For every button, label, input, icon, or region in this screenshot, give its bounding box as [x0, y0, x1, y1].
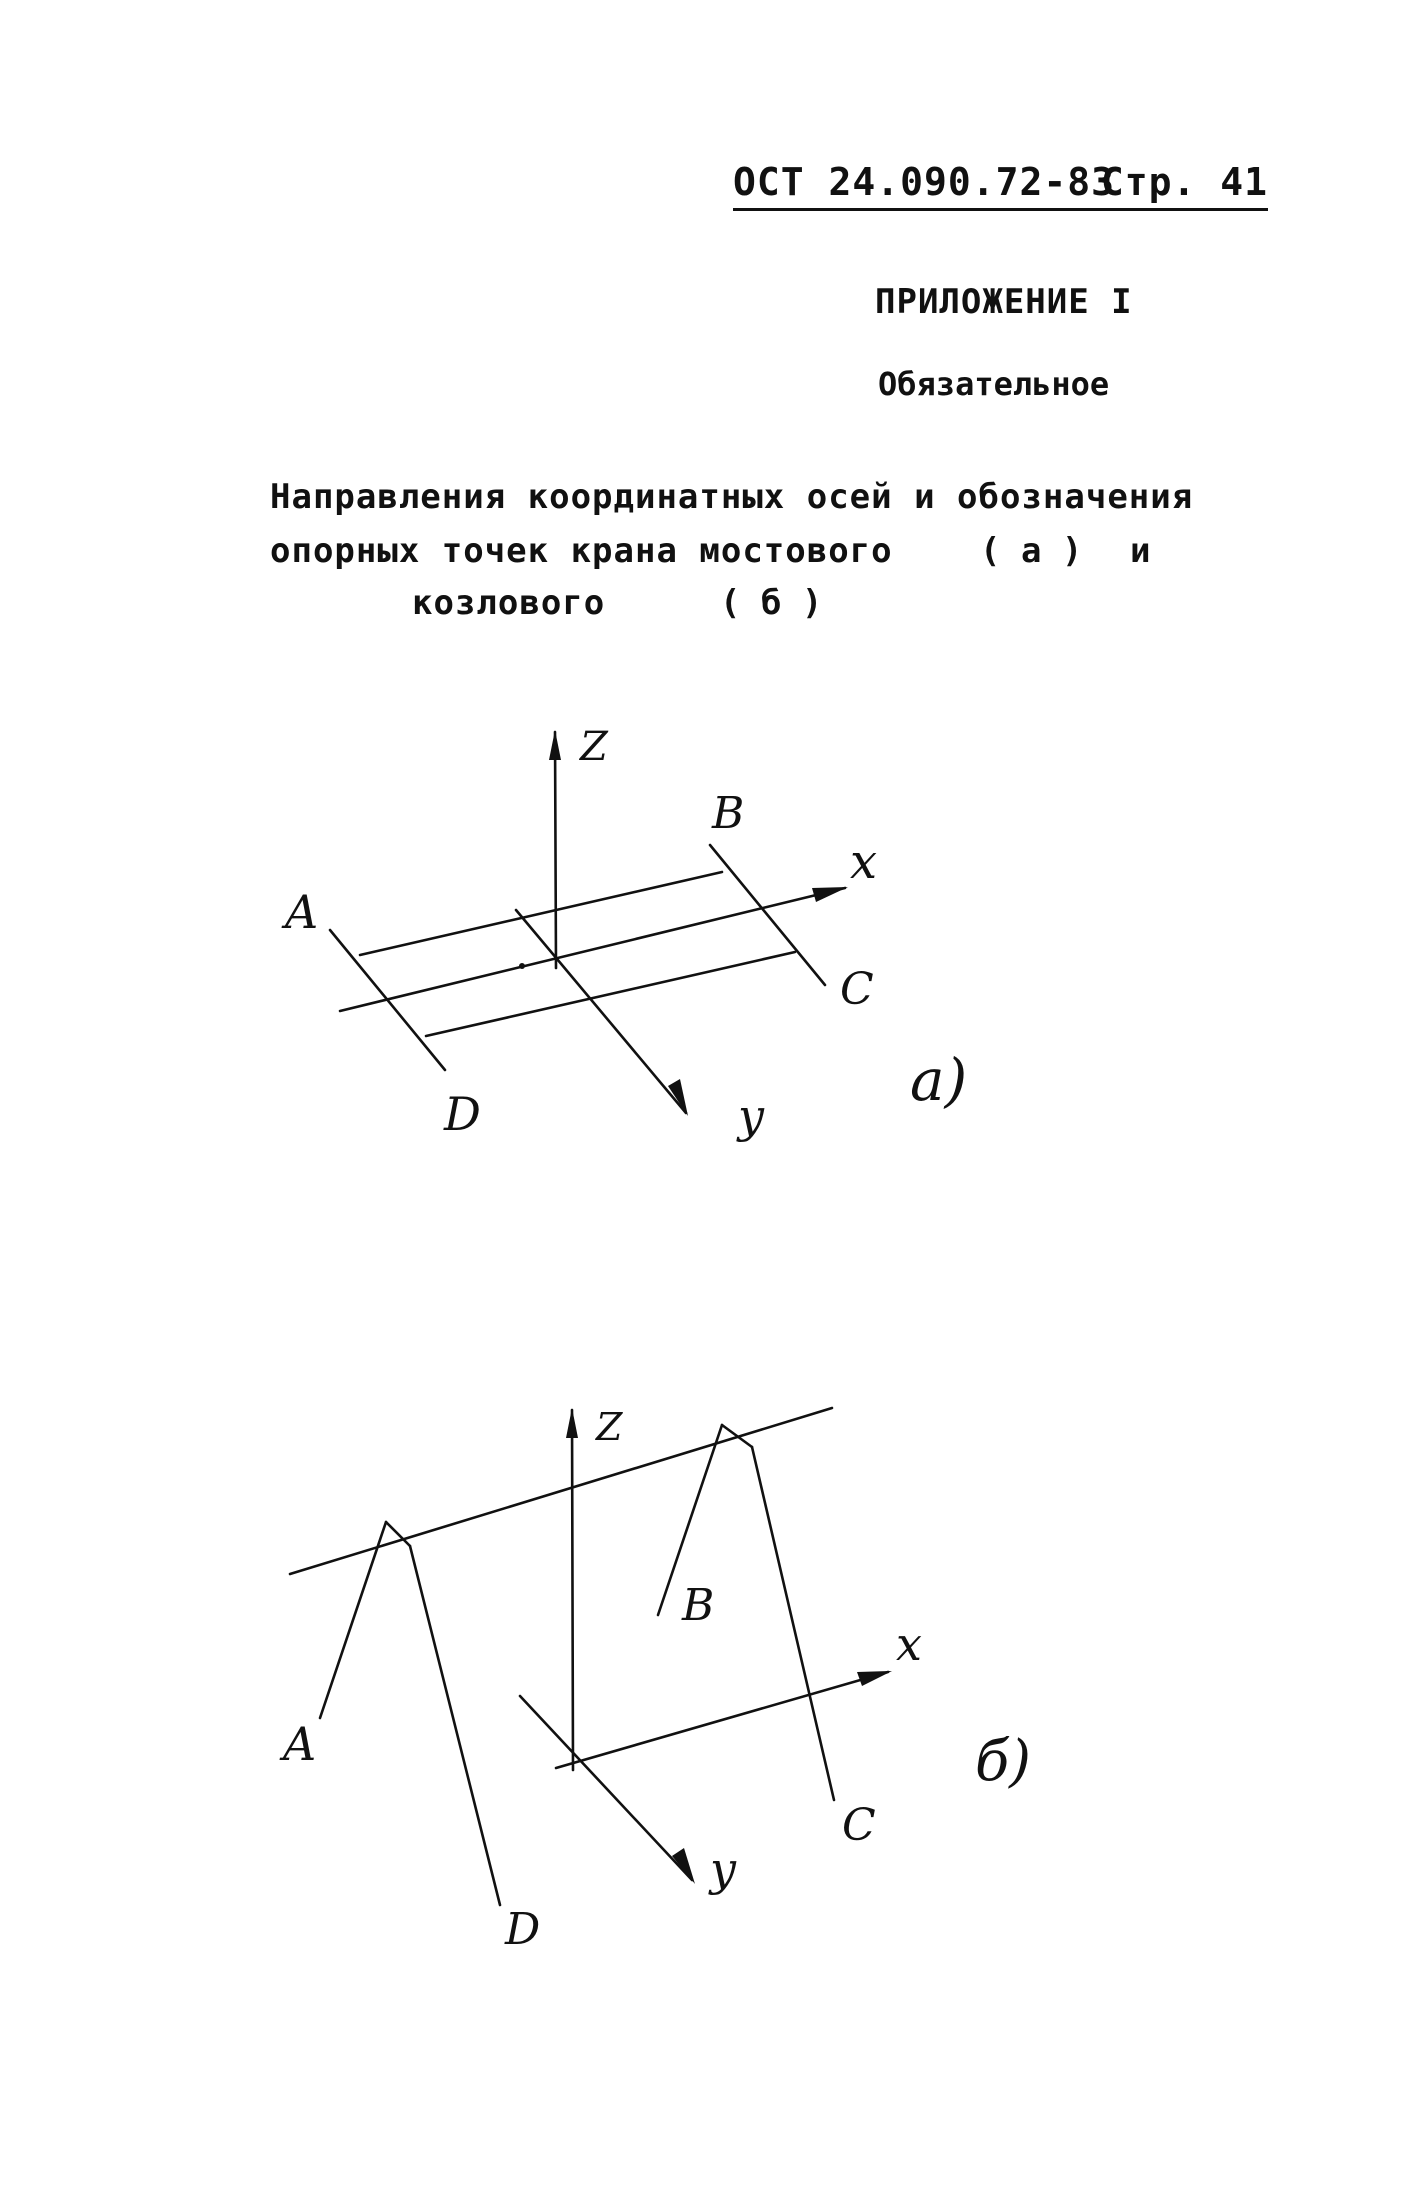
fig-b-label-y: y	[710, 1842, 736, 1896]
fig-b-x-axis	[556, 1672, 888, 1768]
fig-b-label-B: B	[682, 1580, 715, 1631]
fig-a-label-D: D	[444, 1087, 481, 1141]
fig-a-label-A: A	[285, 885, 319, 939]
fig-b-label-z: Z	[596, 1405, 623, 1449]
fig-b-label-A: A	[283, 1717, 317, 1771]
fig-b-y-axis	[520, 1696, 692, 1880]
fig-b-label-x: x	[896, 1617, 922, 1671]
fig-b-leg-C	[752, 1447, 834, 1800]
fig-a-label-C: C	[840, 964, 874, 1015]
fig-a-label-z: Z	[580, 724, 608, 770]
caption-line-1: Направления координатных осей и обозначения	[270, 477, 1194, 517]
fig-a-caption: a)	[910, 1046, 968, 1114]
fig-b-leg-top-B	[722, 1425, 752, 1447]
caption-conjunction: и	[1130, 531, 1151, 571]
fig-b-x-arrowhead	[857, 1671, 892, 1686]
fig-b-y-arrowhead	[672, 1848, 695, 1884]
fig-b-top-beam	[290, 1408, 832, 1574]
fig-b-leg-A	[320, 1522, 386, 1718]
appendix-status: Обязательное	[878, 365, 1110, 403]
caption-marker-b: ( б )	[720, 583, 823, 623]
caption-marker-a: ( а )	[980, 531, 1083, 571]
fig-b-label-D: D	[505, 1904, 541, 1955]
fig-a-label-y: y	[738, 1089, 764, 1143]
fig-b-z-axis	[572, 1410, 573, 1770]
fig-b-z-arrowhead	[566, 1408, 578, 1438]
caption-line-2: опорных точек крана мостового	[270, 531, 893, 571]
fig-a-label-x: x	[850, 834, 878, 890]
fig-b-caption: б)	[975, 1729, 1032, 1794]
appendix-title: ПРИЛОЖЕНИЕ I	[875, 282, 1133, 322]
caption-line-3: козлового	[412, 583, 606, 623]
page-number: Стр. 41	[1100, 160, 1268, 204]
document-code: ОСТ 24.090.72-83	[733, 160, 1116, 204]
fig-b-leg-D	[410, 1546, 500, 1905]
fig-b-label-C: C	[842, 1800, 876, 1851]
fig-a-label-B: B	[712, 788, 745, 839]
